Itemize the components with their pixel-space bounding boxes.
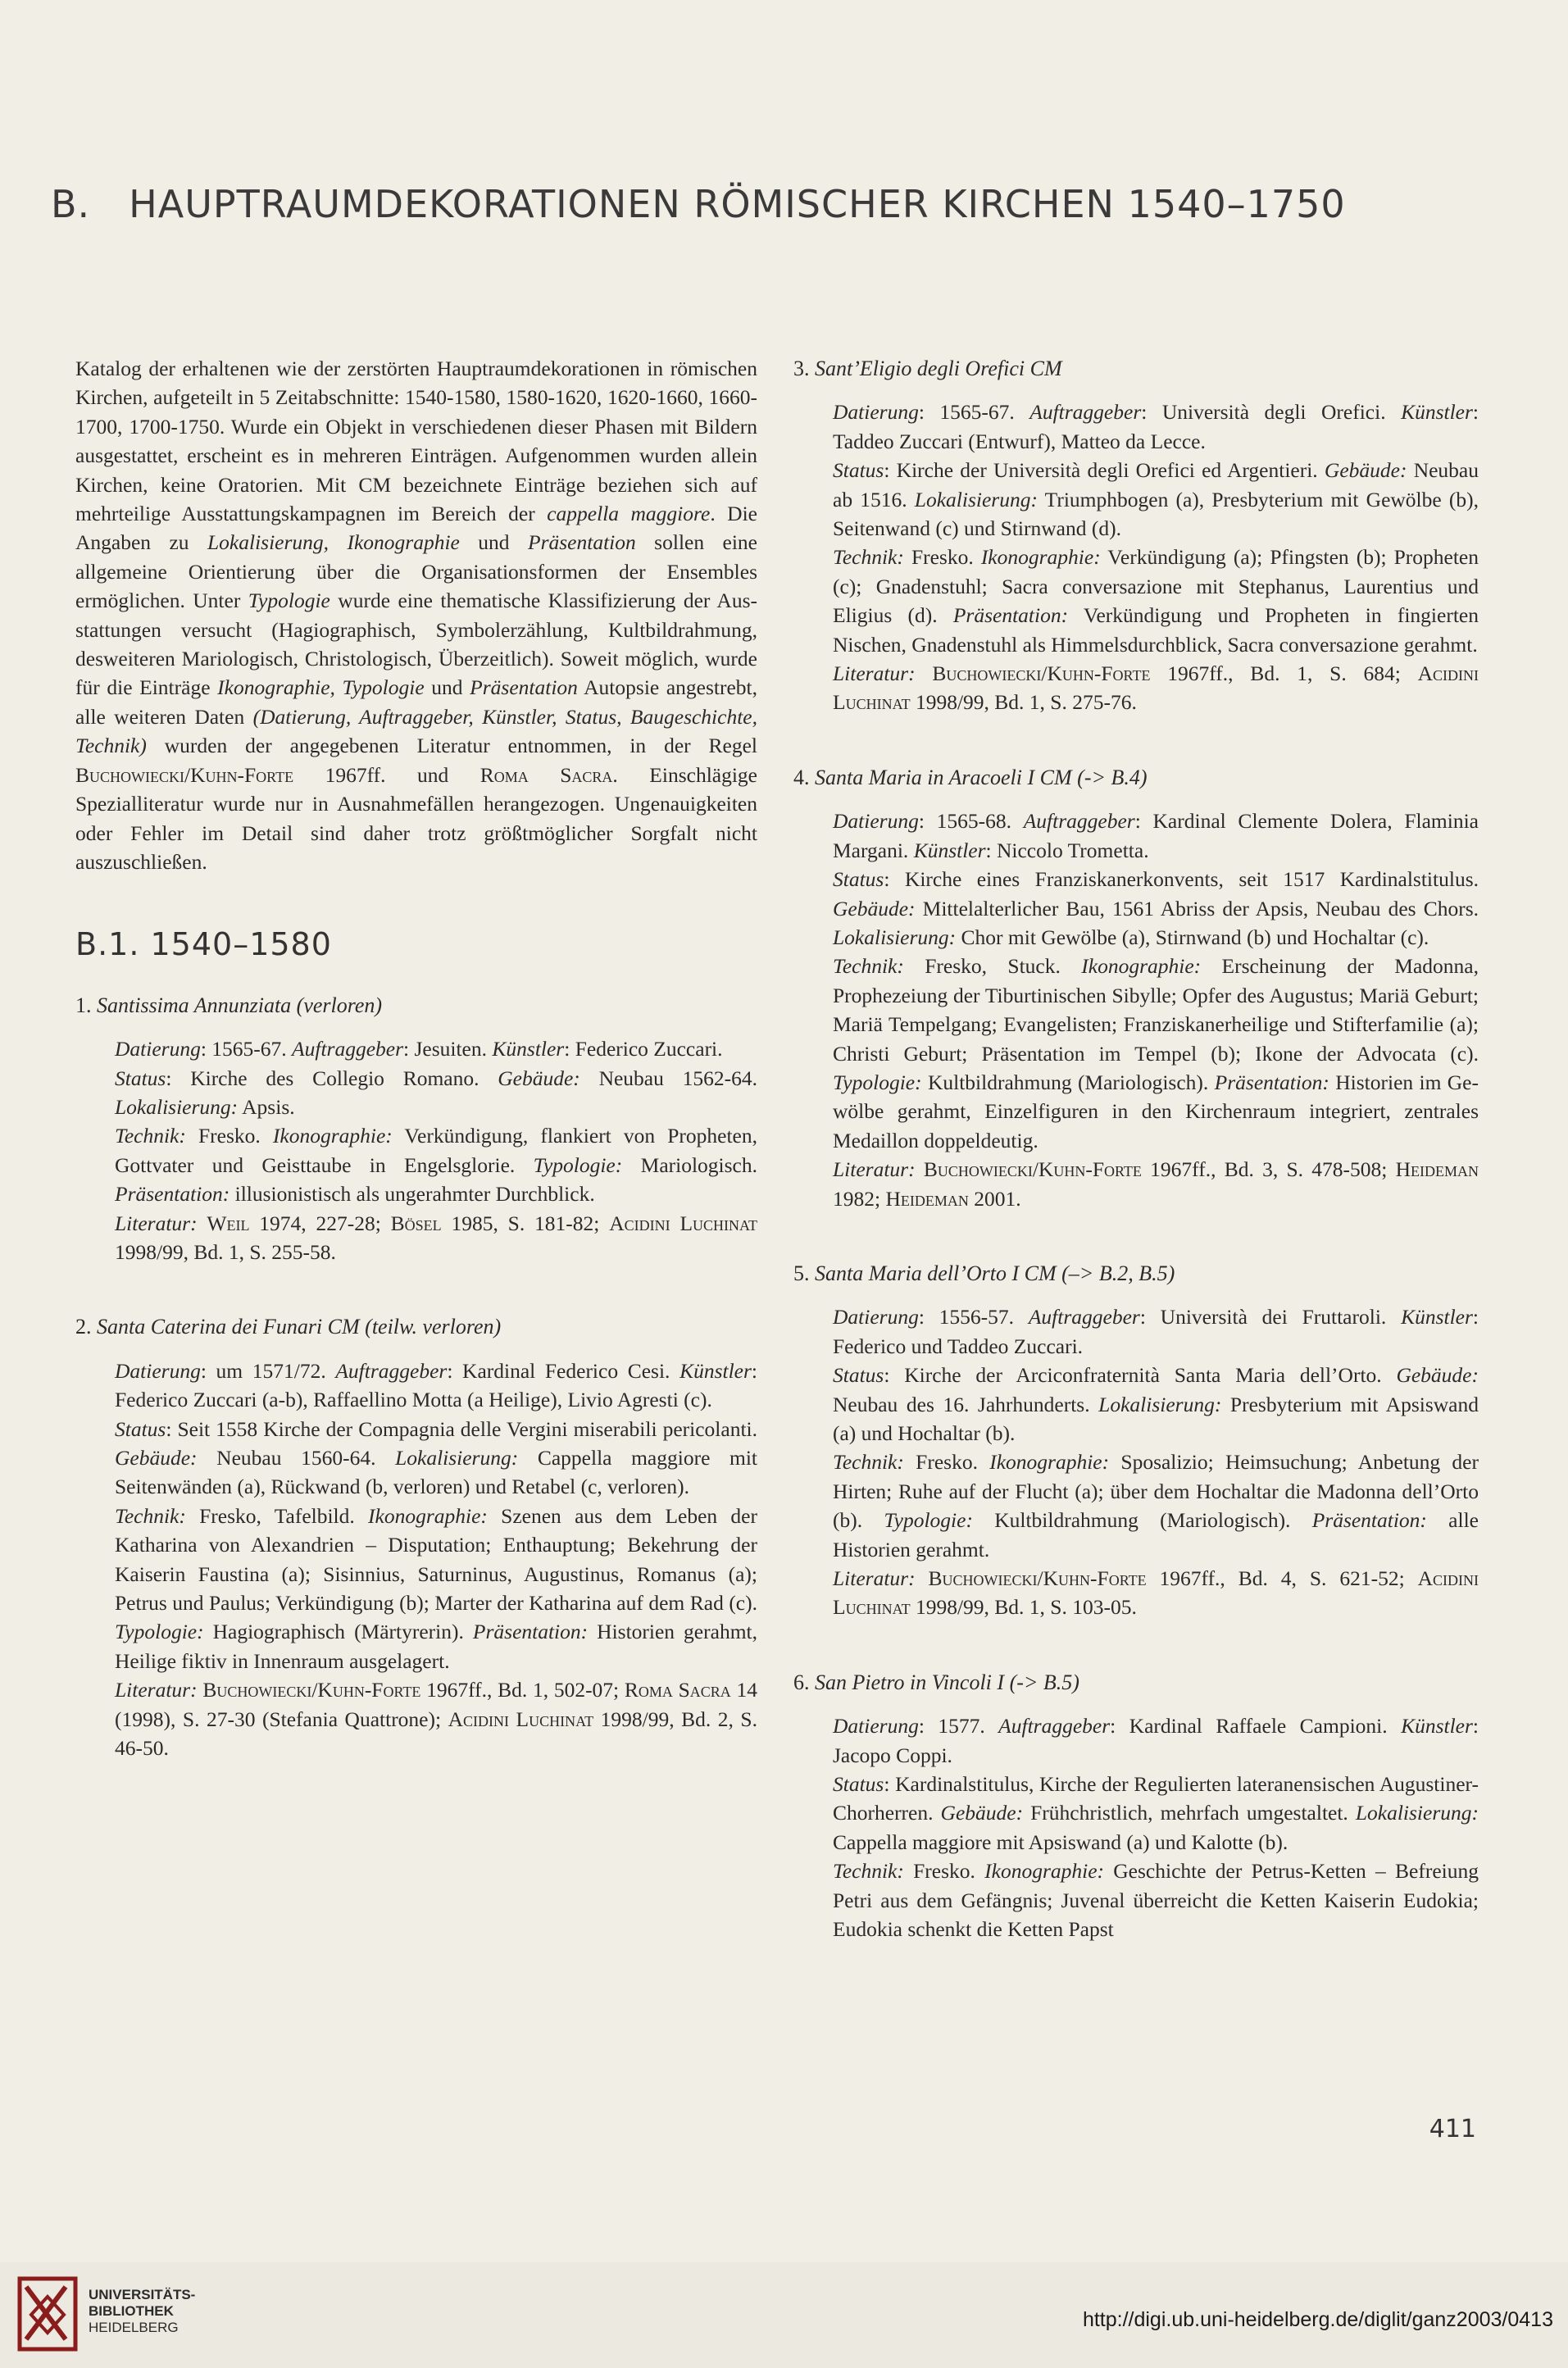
right-column	[793, 354, 1479, 1990]
entry-number: 4.	[793, 765, 810, 789]
italic-text: Ikonographie:	[989, 1450, 1110, 1475]
text-run: : 1565-67.	[200, 1037, 293, 1061]
italic-text: Literatur:	[833, 1157, 916, 1182]
intro-paragraph	[75, 354, 757, 876]
text-run: Cappella maggiore mit Apsiswand (a) und Kalotte (b).	[833, 1829, 1288, 1854]
entry-number: 5.	[793, 1261, 810, 1285]
entry-field	[833, 1857, 1479, 1943]
italic-text: Gebäude:	[940, 1801, 1024, 1825]
italic-text: Typologie:	[833, 1070, 922, 1094]
entry-body	[115, 1034, 757, 1266]
text-run: : Università degli Orefici.	[1141, 400, 1402, 425]
text-run: 1967ff., Bd. 3, S. 478-508;	[1141, 1157, 1396, 1182]
entry-field	[833, 1564, 1479, 1622]
text-run: : Kardinal Clemente Dolera, Flaminia Margani.	[833, 809, 1479, 862]
italic-text: Präsentation:	[1311, 1508, 1427, 1533]
text-run: 1998/99, Bd. 2, S. 46-50.	[115, 1707, 757, 1761]
italic-text: Gebäude:	[1396, 1363, 1479, 1388]
italic-text: Künstler	[679, 1358, 752, 1383]
text-run: Presbyterium mit Apsiswand (a) und Hochaltar (b).	[833, 1392, 1479, 1445]
italic-text: Literatur:	[115, 1678, 198, 1702]
italic-text: Präsentation:	[115, 1182, 230, 1207]
library-name	[89, 2287, 195, 2336]
italic-text: Auftraggeber	[335, 1358, 448, 1383]
text-run: Historien gerahmt, Heilige fiktiv in Innenraum ausgelagert.	[115, 1620, 757, 1673]
italic-text: Technik:	[115, 1503, 186, 1528]
text-run: : Niccolo Trometta.	[985, 838, 1149, 862]
italic-text: Künstler	[1401, 1305, 1473, 1329]
italic-text: Auftraggeber	[1028, 1305, 1140, 1329]
italic-text: Status	[833, 458, 884, 483]
italic-text: Präsentation:	[472, 1620, 589, 1644]
entries-left	[75, 991, 757, 1763]
text-run: : 1577.	[918, 1714, 999, 1739]
text-run	[198, 1211, 207, 1235]
italic-text: Lokalisierung:	[833, 925, 957, 949]
entry-title: Santissima Annunziata (verloren)	[97, 993, 383, 1017]
italic-text: Lokalisierung:	[1355, 1801, 1479, 1825]
entry-field	[833, 807, 1479, 865]
author-name: Acidini Luchinat	[448, 1707, 594, 1731]
text-run: sollen eine allgemeine Orientierung über die Organisationsformen der Ensembles ermöglichen. Unter	[75, 530, 758, 613]
author-name: Buchowiecki/Kuhn-Forte	[75, 762, 294, 787]
entry-number: 1.	[75, 993, 92, 1017]
author-name: Heideman	[1395, 1157, 1479, 1182]
catalog-entry	[793, 354, 1479, 717]
italic-text: Datierung	[833, 400, 919, 425]
entry-field	[833, 1361, 1479, 1448]
entry-body	[833, 398, 1479, 716]
author-name: Roma Sacra	[479, 762, 613, 787]
text-run: 1998/99, Bd. 1, S. 103-05.	[910, 1595, 1137, 1620]
text-run: Mittelalterlicher Bau, 1561 Abriss der Apsis, Neubau des Chors.	[915, 896, 1479, 920]
entry-body	[833, 1711, 1479, 1943]
entry-body	[833, 1302, 1479, 1621]
italic-text: Präsentation:	[952, 603, 1069, 628]
left-column	[75, 354, 757, 1808]
entry-field	[833, 952, 1479, 1155]
italic-text: Ikonographie:	[984, 1859, 1105, 1884]
italic-text: cappella maggiore	[547, 502, 711, 526]
text-run: : Federico Zuccari.	[564, 1037, 723, 1061]
italic-text: Lokalisierung:	[914, 487, 1038, 511]
author-name: Buchowiecki/Kuhn-Forte	[923, 1157, 1142, 1182]
text-run	[916, 1157, 924, 1181]
text-run: : Jacopo Coppi.	[833, 1714, 1479, 1767]
text-run: Autopsie angestrebt, alle weiteren Daten	[75, 675, 758, 729]
entry-field	[833, 659, 1479, 717]
text-run: : 1565-67.	[918, 400, 1030, 425]
italic-text: Status	[115, 1066, 166, 1090]
entry-body	[115, 1357, 757, 1763]
text-run: Fresko.	[185, 1124, 273, 1148]
italic-text: Auftraggeber	[998, 1714, 1111, 1739]
text-run: 1998/99, Bd. 1, S. 275-76.	[910, 690, 1137, 715]
italic-text: Technik:	[833, 954, 904, 979]
text-run: Fresko, Tafelbild.	[185, 1503, 369, 1528]
italic-text: Technik:	[833, 545, 904, 570]
entry-title: Santa Caterina dei Funari CM (teilw. verloren)	[97, 1315, 502, 1339]
text-run: : Federico Zuccari (a-b), Raffaellino Motta (a Heilige), Livio Agresti (c).	[115, 1358, 757, 1412]
text-run: Apsis.	[238, 1094, 295, 1119]
text-run: : Kardinal Federico Cesi.	[447, 1358, 680, 1383]
italic-text: Typologie:	[884, 1508, 973, 1533]
text-run: Sposalizio; Heimsuchung; Anbetung der Hirten; Ruhe auf der Flucht (a); über dem Hochaltar die Madonna dell’Orto (b).	[833, 1450, 1479, 1533]
entry-field	[115, 1357, 757, 1415]
catalog-entry	[75, 1312, 757, 1762]
text-run: 1985, S. 181-82;	[441, 1211, 610, 1235]
text-run: : Kirche eines Franziskanerkonvents, seit 1517 Kardinalstitulus.	[884, 867, 1479, 892]
entry-field	[115, 1121, 757, 1208]
text-run: : Jesuiten.	[403, 1037, 493, 1061]
text-run: Fresko, Stuck.	[903, 954, 1082, 979]
section-heading: B.1. 1540–1580	[75, 926, 332, 963]
text-run: Verkündigung, flankiert von Propheten, Gottvater und Geisttaube in Engelsglorie.	[115, 1124, 757, 1177]
author-name: Bösel	[390, 1211, 442, 1235]
entry-field	[833, 456, 1479, 543]
author-name: Buchowiecki/Kuhn-Forte	[928, 1566, 1147, 1591]
text-run: Mariologisch.	[622, 1152, 757, 1177]
entry-field	[833, 398, 1479, 456]
text-run: Neubau des 16. Jahrhunderts.	[833, 1392, 1099, 1416]
italic-text: Lokalisierung:	[395, 1446, 519, 1470]
italic-text: Künstler	[1401, 1714, 1473, 1739]
entry-field	[115, 1675, 757, 1762]
text-run: wurden der angegebenen Literatur entnommen, in der Regel	[146, 734, 757, 758]
catalog-entry	[793, 1668, 1479, 1944]
catalog-entry	[793, 1259, 1479, 1622]
text-run: Fresko.	[903, 1450, 990, 1475]
library-name-line1: UNIVERSITÄTS-	[89, 2287, 196, 2302]
italic-text: Ikonographie:	[368, 1503, 488, 1528]
italic-text: Typologie	[248, 589, 330, 613]
italic-text: Literatur:	[833, 661, 916, 686]
text-run: : Kirche der Arciconfraternità Santa Maria dell’Orto.	[884, 1363, 1397, 1388]
text-run: 1967ff., Bd. 1, S. 684;	[1150, 661, 1418, 686]
text-run: Neubau 1562-64.	[579, 1066, 757, 1090]
text-run: Geschichte der Petrus-Ketten – Befreiung Petri aus dem Gefängnis; Juvenal überreicht die Ketten Kaiserin Eudokia; Eudokia schenkt die Ketten Papst	[833, 1859, 1479, 1942]
text-run: illusionistisch als ungerahmter Durchblick.	[230, 1182, 595, 1207]
italic-text: Lokalisierung, Ikonographie	[207, 530, 460, 555]
italic-text: Auftraggeber	[1023, 809, 1135, 834]
text-run: : um 1571/72.	[200, 1358, 336, 1383]
italic-text: Künstler	[1401, 400, 1473, 425]
entry-field	[833, 1711, 1479, 1770]
entry-field	[833, 1155, 1479, 1213]
entry-field	[833, 1302, 1479, 1361]
italic-text: Status	[833, 867, 884, 892]
footer-bar	[0, 2262, 1568, 2368]
text-run: 1982;	[833, 1186, 886, 1211]
entry-heading	[793, 1668, 1479, 1697]
italic-text: Technik:	[115, 1124, 186, 1148]
italic-text: Typologie:	[533, 1152, 623, 1177]
italic-text: Auftraggeber	[1029, 400, 1142, 425]
text-run: : Taddeo Zuccari (Entwurf), Matteo da Lecce.	[833, 400, 1479, 453]
italic-text: Ikonographie:	[272, 1124, 393, 1148]
italic-text: Auftraggeber	[292, 1037, 404, 1061]
text-run: : Seit 1558 Kirche der Compagnia delle Vergini miserabili pericolanti.	[166, 1416, 757, 1441]
text-run: 1998/99, Bd. 1, S. 255-58.	[115, 1239, 336, 1264]
text-run: : 1556-57.	[918, 1305, 1029, 1329]
italic-text: Präsentation:	[1214, 1070, 1329, 1094]
library-name-line2: BIBLIOTHEK	[89, 2303, 174, 2319]
entry-title: Sant’Eligio degli Orefici CM	[815, 357, 1062, 380]
text-run: Katalog der erhaltenen wie der zerstörten Hauptraumdekorationen in römischen Kirchen, aufgeteilt in 5 Zeitabschnitte: 1540-1580, 1580-1620, 1620-1660, 1660-1700, 1700-1750. Wurde ein Objekt in verschiedenen dieser Phasen mit Bildern ausgestattet, erscheint es in mehreren Einträgen. Aufgenommen wurden allein Kirchen, keine Oratorien. Mit CM bezeichnete Einträge beziehen sich auf mehrteilige Ausstattungskampagnen im Bereich der	[75, 357, 757, 526]
catalog-entry	[793, 763, 1479, 1213]
italic-text: Künstler	[492, 1037, 565, 1061]
italic-text: Technik:	[833, 1859, 904, 1884]
entry-number: 3.	[793, 357, 810, 380]
author-name: Acidini Luchinat	[609, 1211, 758, 1235]
text-run: : Università dei Fruttaroli.	[1139, 1305, 1402, 1329]
author-name: Heideman	[885, 1186, 969, 1211]
italic-text: Status	[833, 1772, 884, 1797]
entry-heading	[793, 354, 1479, 383]
text-run: 14 (1998), S. 27-30 (Stefania Quattrone);	[115, 1678, 758, 1731]
text-run	[916, 1566, 929, 1590]
entry-field	[115, 1415, 757, 1502]
entry-heading	[75, 1312, 757, 1341]
entry-field	[833, 1770, 1479, 1857]
italic-text: Datierung	[833, 1305, 919, 1329]
text-run: Frühchristlich, mehrfach umgestaltet.	[1023, 1801, 1356, 1825]
text-run: Triumphbogen (a), Presbyterium mit Gewölbe (b), Seitenwand (c) und Stirnwand (d).	[833, 487, 1479, 541]
italic-text: Ikonographie:	[980, 545, 1101, 570]
text-run: Neubau ab 1516.	[833, 458, 1479, 511]
italic-text: Datierung	[833, 809, 919, 834]
text-run: Verkündigung und Propheten in fingierten Nischen, Gnadenstuhl als Himmelsdurchblick, Sacra conversazione gerahmt.	[833, 603, 1479, 657]
text-run: Cappella maggiore mit Seitenwänden (a), Rückwand (b, verloren) und Retabel (c, verloren).	[115, 1446, 758, 1499]
text-run: : Kardinalstitulus, Kirche der Regulierten lateranensischen Augustiner-Chorherren.	[833, 1772, 1479, 1825]
author-name: Weil	[207, 1211, 250, 1235]
text-run: Kultbildrahmung (Mariologisch).	[921, 1070, 1215, 1094]
text-run: : 1565-68.	[918, 809, 1024, 834]
text-run	[916, 661, 933, 685]
library-name-line3: HEIDELBERG	[89, 2320, 179, 2335]
text-run: . Die Angaben zu	[75, 502, 757, 555]
author-name: Buchowiecki/Kuhn-Forte	[932, 661, 1151, 686]
italic-text: Präsentation	[528, 530, 636, 555]
italic-text: Lokalisierung:	[1098, 1392, 1222, 1416]
text-run: 1974, 227-28;	[249, 1211, 391, 1235]
italic-text: Ikonographie:	[1081, 954, 1202, 979]
entry-field	[833, 543, 1479, 659]
italic-text: (Datierung, Auftraggeber, Künstler, Status, Baugeschichte, Technik)	[75, 704, 757, 758]
italic-text: Status	[833, 1363, 884, 1388]
text-run: 2001.	[968, 1186, 1021, 1211]
text-run: : Kirche der Università degli Orefici ed Argentieri.	[884, 458, 1325, 483]
italic-text: Präsentation	[470, 675, 578, 700]
text-run: : Kirche des Collegio Romano.	[166, 1066, 498, 1090]
italic-text: Ikonographie, Typologie	[217, 675, 425, 700]
text-run: Erscheinung der Madonna, Prophezeiung der Tiburtinischen Sibylle; Opfer des Augustus; Mariä Geburt; Mariä Tempelgang; Evangelisten; Franziskanerheilige und Stifterfamilie (a); Christi Geburt; Präsentation im Tempel (b); Ikone der Advocata (c).	[833, 954, 1479, 1066]
italic-text: Typologie:	[115, 1620, 204, 1644]
entry-title: Santa Maria dell’Orto I CM (–> B.2, B.5)	[815, 1261, 1175, 1285]
entry-field	[833, 1448, 1479, 1564]
text-run: 1967ff., Bd. 4, S. 621-52;	[1146, 1566, 1418, 1591]
text-run: : Kardinal Raffaele Campioni.	[1110, 1714, 1402, 1739]
text-run: 1967ff., Bd. 1, 502-07;	[420, 1678, 625, 1702]
italic-text: Datierung	[115, 1358, 201, 1383]
entry-title: Santa Maria in Aracoeli I CM (-> B.4)	[815, 765, 1148, 789]
entry-field	[115, 1502, 757, 1675]
entry-field	[833, 865, 1479, 952]
library-logo-icon	[15, 2274, 80, 2360]
entry-field	[115, 1064, 757, 1122]
entry-heading	[75, 991, 757, 1020]
author-name: Roma Sacra	[624, 1678, 731, 1702]
text-run: Szenen aus dem Leben der Katharina von Alexandrien – Disputation; Enthauptung; Bekehrung der Kaiserin Faustina (a); Sisinnius, Saturninus, Augustinus, Romanus (a); Petrus und Paulus; Verkündigung (b); Marter der Katharina auf dem Rad (c).	[115, 1503, 757, 1616]
entry-number: 2.	[75, 1315, 92, 1339]
text-run: und	[459, 530, 528, 555]
author-name: Buchowiecki/Kuhn-Forte	[202, 1678, 421, 1702]
italic-text: Gebäude:	[1324, 458, 1407, 483]
italic-text: Datierung	[833, 1714, 919, 1739]
text-run: Verkündigung (a); Pfingsten (b); Propheten (c); Gnadenstuhl; Sacra conversazione mit Stephanus, Laurentius und Eligius (d).	[833, 545, 1479, 628]
text-run: Neubau 1560-64.	[197, 1446, 396, 1470]
text-run: Hagiographisch (Märtyrerin).	[203, 1620, 473, 1644]
entry-title: San Pietro in Vincoli I (-> B.5)	[815, 1670, 1079, 1694]
entry-field	[115, 1034, 757, 1063]
italic-text: Gebäude:	[115, 1446, 198, 1470]
italic-text: Technik:	[833, 1450, 904, 1475]
entries-right	[793, 354, 1479, 1944]
italic-text: Gebäude:	[833, 896, 916, 920]
italic-text: Gebäude:	[498, 1066, 580, 1090]
author-name: Acidini Luchinat	[833, 661, 1479, 715]
italic-text: Lokalisierung:	[115, 1094, 239, 1119]
text-run: . Einschlägige Spezialliteratur wurde nur in Ausnahmefällen herangezogen. Ungenauigkeiten oder Fehler im Detail sind daher trotz größtmöglicher Sorgfalt nicht auszuschließen.	[75, 762, 757, 874]
text-run: Historien im Gewölbe gerahmt, Einzelfiguren in den Kirchenraum integriert, zentrales Medaillon doppeldeutig.	[833, 1070, 1479, 1152]
source-url[interactable]: http://digi.ub.uni-heidelberg.de/diglit/ganz2003/0413	[1082, 2308, 1553, 2331]
author-name: Acidini Luchinat	[833, 1566, 1479, 1620]
catalog-entry	[75, 991, 757, 1267]
text-run: : Federico und Taddeo Zuccari.	[833, 1305, 1479, 1358]
entry-body	[833, 807, 1479, 1213]
text-run: und	[424, 675, 470, 700]
entry-field	[115, 1209, 757, 1267]
text-run: wurde eine thematische Klassifizierung der Ausstattungen versucht (Hagiographisch, Symbolerzählung, Kultbildrahmung, desweiteren Mariologisch, Christologisch, Überzeitlich). Soweit möglich, wurde für die Einträge	[75, 589, 757, 700]
text-run: Fresko.	[903, 1859, 985, 1884]
italic-text: Status	[115, 1416, 166, 1441]
text-run: Kultbildrahmung (Mariologisch).	[972, 1508, 1312, 1533]
entry-number: 6.	[793, 1670, 810, 1694]
text-run: Chor mit Gewölbe (a), Stirnwand (b) und Hochaltar (c).	[956, 925, 1429, 949]
italic-text: Literatur:	[115, 1211, 198, 1235]
italic-text: Künstler	[913, 838, 986, 862]
page-number: 411	[1429, 2115, 1476, 2143]
text-run: 1967ff. und	[293, 762, 480, 787]
text-run: Fresko.	[903, 545, 981, 570]
entry-heading	[793, 763, 1479, 792]
text-run: alle Historien gerahmt.	[833, 1508, 1479, 1561]
page-title: B. HAUPTRAUMDEKORATIONEN RÖMISCHER KIRCHEN 1540–1750	[51, 182, 1346, 226]
italic-text: Literatur:	[833, 1566, 916, 1591]
italic-text: Datierung	[115, 1037, 201, 1061]
entry-heading	[793, 1259, 1479, 1288]
